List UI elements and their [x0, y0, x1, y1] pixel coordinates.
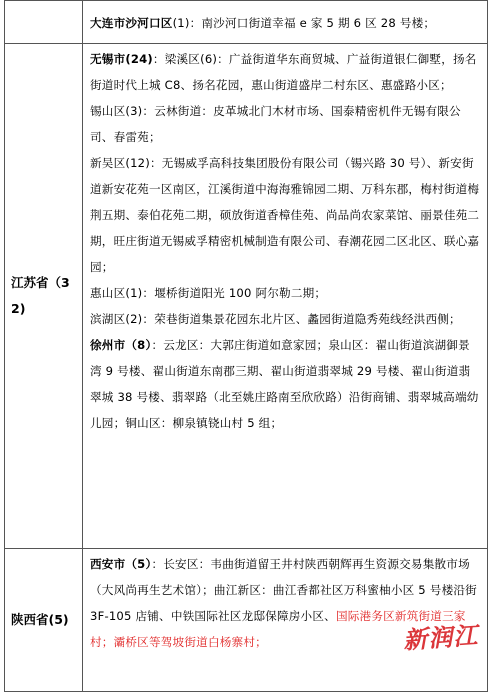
xuzhou-city-label: 徐州市（8） — [90, 338, 152, 352]
province-cell-jiangsu — [5, 44, 83, 549]
dalian-count: (1) — [172, 16, 190, 30]
xian-city-label: 西安市（5） — [90, 557, 152, 571]
province-line-1: 江苏省（3 — [11, 275, 70, 290]
province-name-shaanxi: 陕西省(5) — [11, 612, 69, 627]
table-row-jiangsu — [5, 44, 488, 549]
wuxi-xinwu-paragraph: 新吴区(12)：无锡威孚高科技集团股份有限公司（锡兴路 30 号）、新安街道新安花苑一区南区，江溪街道中海海雅锦园二期、万科东郡，梅村街道梅荆五期、泰伯花苑二期，硕放街道香樟佳苑、尚品尚农家菜馆、丽景佳苑二期，旺庄街道无锡威孚精密机械制造有限公司、春潮花园二区北区、联心嘉园； — [90, 156, 480, 274]
locations-table — [4, 0, 488, 692]
watermark-logo: 新润江 — [402, 620, 480, 655]
province-cell-empty — [5, 1, 83, 44]
xuzhou-text: ：云龙区：大郭庄街道如意家园；泉山区：翟山街道滨湖御景湾 9 号楼、翟山街道东南郡三期、翟山街道翡翠城 29 号楼、翟山街道翡翠城 38 号楼、翡翠路（北至姚庄路南至欣欣路）沿街商铺、翡翠城高端幼儿园；铜山区：柳泉镇铙山村 5 组； — [90, 338, 479, 430]
wuxi-huishan-paragraph: 惠山区(1)：堰桥街道阳光 100 阿尔勒二期； — [90, 286, 327, 300]
table-row-dalian — [5, 1, 488, 44]
wuxi-binhu-paragraph: 滨湖区(2)：荣巷街道集景花园东北片区、蠡园街道隐秀苑线经洪西侧； — [90, 312, 461, 326]
content-cell-jiangsu — [83, 44, 488, 549]
xian-text: ：长安区：韦曲街道留王井村陕西朝辉再生资源交易集散市场（大风尚再生艺术馆）；曲江新区：曲江香都社区万科蜜柚小区 5 号楼沿街 3F-105 店铺、中铁国际社区龙邸保障房小区、 — [90, 557, 477, 623]
wuxi-liangxi-paragraph — [90, 46, 481, 98]
xian-red-text: 国际港务区新筑街道三家村；灞桥区等驾坡街道白杨寨村； — [90, 609, 466, 649]
province-line-2: 2) — [11, 301, 26, 316]
dalian-paragraph — [90, 3, 481, 36]
xuzhou-paragraph — [90, 332, 481, 436]
wuxi-city-label: 无锡市(24) — [90, 52, 153, 66]
content-cell-dalian — [83, 1, 488, 44]
wuxi-xishan-paragraph: 锡山区(3)：云林街道：皮革城北门木材市场、国泰精密机件无锡有限公司、春雷苑； — [90, 104, 461, 144]
dalian-district-label: 大连市沙河口区 — [90, 16, 173, 30]
province-name-jiangsu — [5, 270, 82, 322]
province-cell-shaanxi — [5, 549, 83, 692]
wuxi-liangxi-text: ：梁溪区(6)：广益街道华东商贸城、广益街道银仁御墅，扬名街道时代上城 C8、扬名花园，惠山街道盛岸二村东区、惠盛路小区； — [90, 52, 477, 92]
dalian-text: ：南沙河口街道幸福 e 家 5 期 6 区 28 号楼； — [189, 16, 436, 30]
